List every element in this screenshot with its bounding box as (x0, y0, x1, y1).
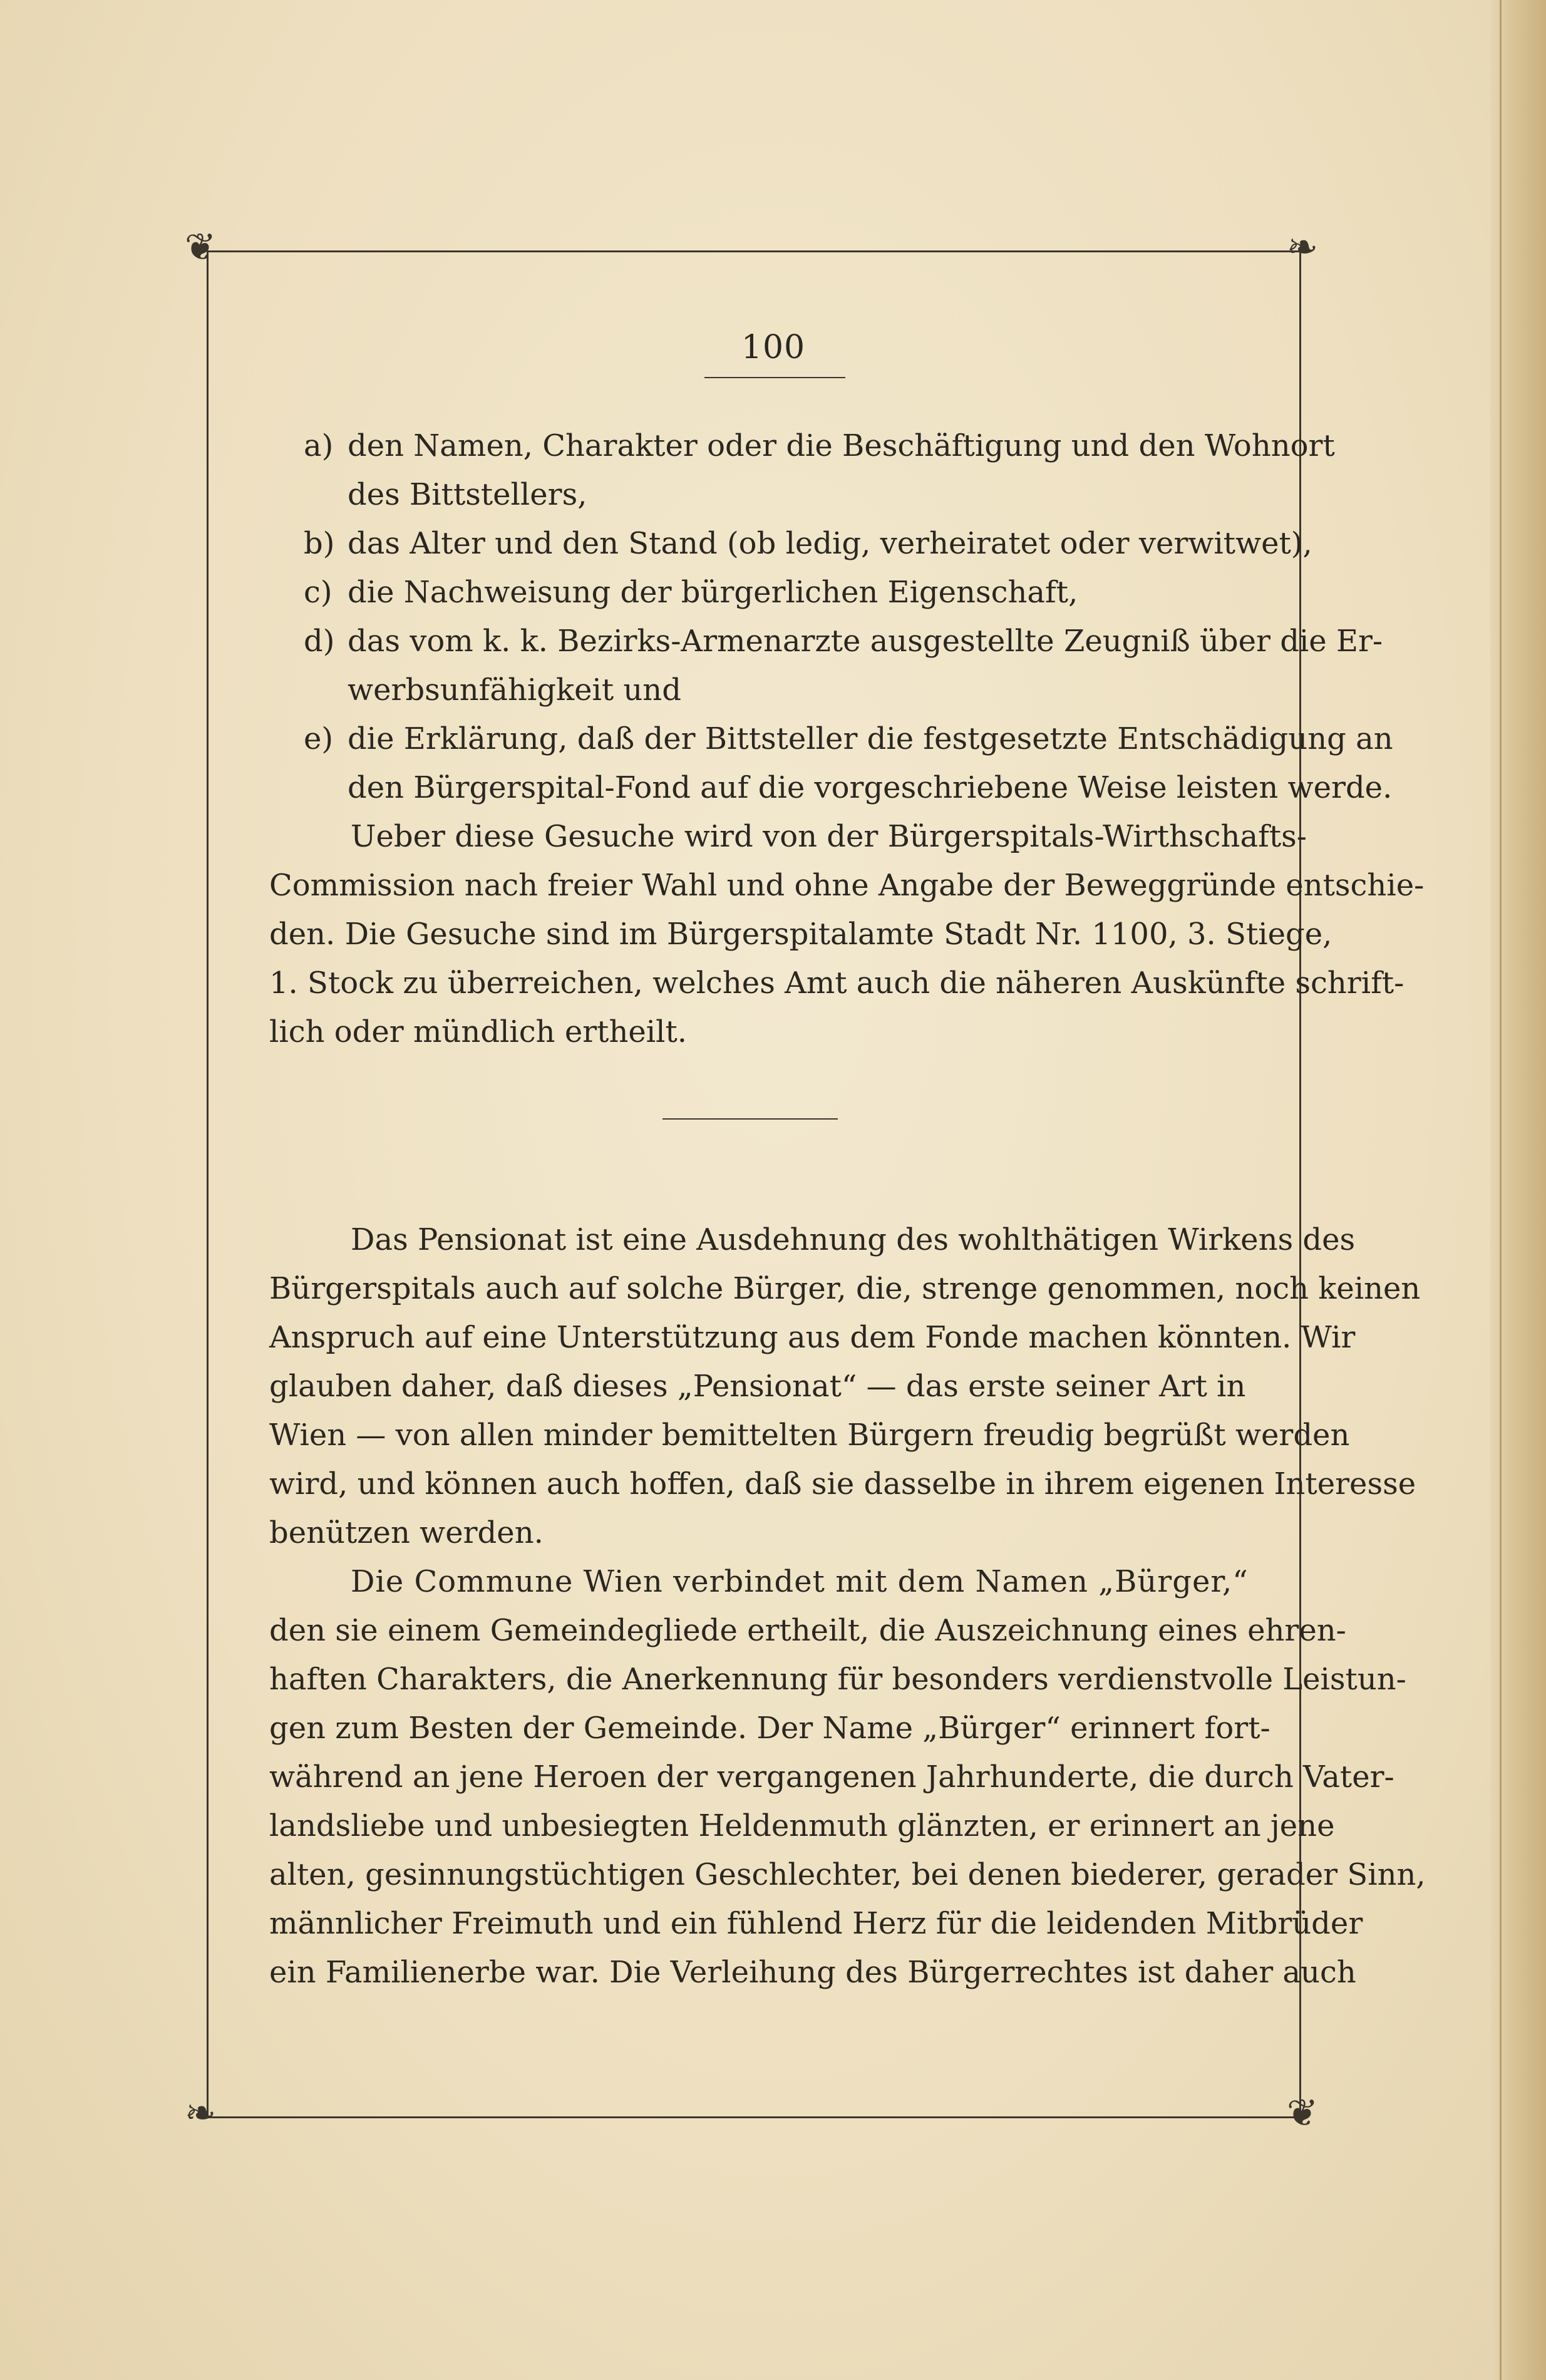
text-line: landsliebe und unbesiegten Heldenmuth glänzten, er erinnert an jene (269, 1808, 1335, 1843)
page-number-rule (704, 377, 845, 378)
text-line: wird, und können auch hoffen, daß sie dasselbe in ihrem eigenen Interesse (269, 1466, 1416, 1502)
frame-left-rule (207, 250, 209, 2116)
text-line: alten, gesinnungstüchtigen Geschlechter, bei denen biederer, gerader Sinn, (269, 1857, 1426, 1892)
list-item-line: das Alter und den Stand (ob ledig, verheiratet oder verwitwet), (348, 526, 1312, 561)
list-item-line: den Namen, Charakter oder die Beschäftigung und den Wohnort (348, 428, 1335, 463)
text-line: glauben daher, daß dieses „Pensionat“ — das erste seiner Art in (269, 1369, 1246, 1404)
list-item-label: c) (304, 575, 332, 610)
list-item-line: des Bittstellers, (348, 477, 587, 512)
list-item-line: werbsunfähigkeit und (348, 672, 681, 708)
text-line: gen zum Besten der Gemeinde. Der Name „Bürger“ erinnert fort- (269, 1711, 1270, 1746)
text-line: Commission nach freier Wahl und ohne Angabe der Beweggründe entschie- (269, 868, 1425, 903)
section-separator-rule (662, 1118, 838, 1120)
list-item-line: den Bürgerspital-Fond auf die vorgeschriebene Weise leisten werde. (348, 770, 1393, 805)
list-item-label: d) (304, 624, 335, 659)
text-line: Das Pensionat ist eine Ausdehnung des wohlthätigen Wirkens des (351, 1222, 1356, 1257)
text-line: männlicher Freimuth und ein fühlend Herz für die leidenden Mitbrüder (269, 1906, 1363, 1941)
corner-ornament-bottom-right-icon: ❦ (1286, 2091, 1319, 2135)
text-line: Anspruch auf eine Unterstützung aus dem Fonde machen könnten. Wir (269, 1320, 1356, 1355)
text-line: den. Die Gesuche sind im Bürgerspitalamte Stadt Nr. 1100, 3. Stiege, (269, 917, 1332, 952)
text-line: ein Familienerbe war. Die Verleihung des Bürgerrechtes ist daher auch (269, 1955, 1356, 1990)
book-gutter (1490, 0, 1546, 2380)
text-line: 1. Stock zu überreichen, welches Amt auch die näheren Auskünfte schrift- (269, 966, 1404, 1001)
text-line: während an jene Heroen der vergangenen Jahrhunderte, die durch Vater- (269, 1759, 1394, 1795)
corner-ornament-top-right-icon: ❧ (1286, 225, 1319, 269)
text-line: Ueber diese Gesuche wird von der Bürgerspitals-Wirthschafts- (351, 819, 1307, 854)
frame-bottom-rule (207, 2116, 1299, 2118)
gutter-edge-line (1500, 0, 1502, 2380)
text-line: Bürgerspitals auch auf solche Bürger, die, strenge genommen, noch keinen (269, 1271, 1421, 1306)
list-item-line: das vom k. k. Bezirks-Armenarzte ausgestellte Zeugniß über die Er- (348, 624, 1383, 659)
corner-ornament-bottom-left-icon: ❧ (184, 2091, 217, 2135)
page-number: 100 (741, 329, 806, 366)
list-item-line: die Nachweisung der bürgerlichen Eigenschaft, (348, 575, 1078, 610)
text-line: Die Commune Wien verbindet mit dem Namen „Bürger,“ (351, 1564, 1249, 1599)
text-line: lich oder mündlich ertheilt. (269, 1014, 688, 1049)
text-line: haften Charakters, die Anerkennung für besonders verdienstvolle Leistun- (269, 1662, 1406, 1697)
text-line: benützen werden. (269, 1515, 544, 1550)
list-item-line: die Erklärung, daß der Bittsteller die festgesetzte Entschädigung an (348, 721, 1393, 756)
frame-top-rule (207, 250, 1299, 252)
corner-ornament-top-left-icon: ❦ (184, 225, 217, 269)
list-item-label: b) (304, 526, 335, 561)
text-line: Wien — von allen minder bemittelten Bürgern freudig begrüßt werden (269, 1418, 1350, 1453)
list-item-label: e) (304, 721, 334, 756)
list-item-label: a) (304, 428, 334, 463)
text-line: den sie einem Gemeindegliede ertheilt, die Auszeichnung eines ehren- (269, 1613, 1346, 1648)
